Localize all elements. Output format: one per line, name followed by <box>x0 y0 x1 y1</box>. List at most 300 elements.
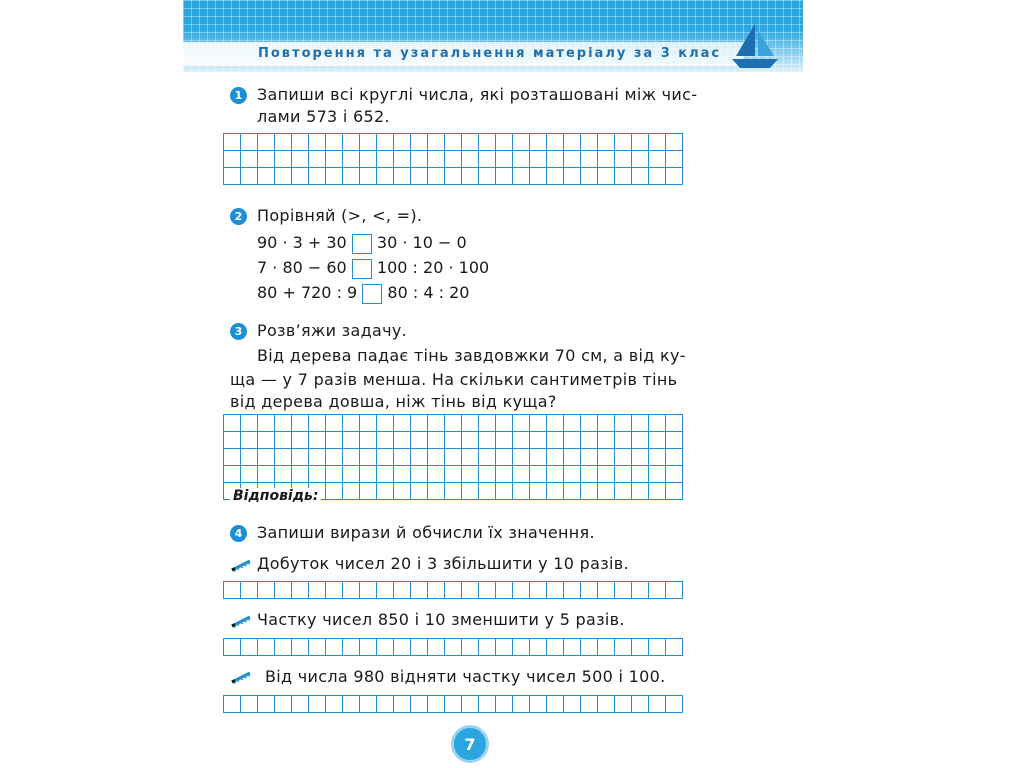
grid-cell[interactable] <box>496 432 513 449</box>
grid-cell[interactable] <box>275 466 292 483</box>
grid-cell[interactable] <box>496 151 513 168</box>
grid-cell[interactable] <box>411 432 428 449</box>
grid-cell[interactable] <box>581 582 598 599</box>
grid-cell[interactable] <box>649 432 666 449</box>
grid-cell[interactable] <box>292 696 309 713</box>
grid-cell[interactable] <box>547 582 564 599</box>
grid-cell[interactable] <box>292 134 309 151</box>
grid-cell[interactable] <box>632 466 649 483</box>
answer-grid-task-4-item-2[interactable] <box>223 638 683 656</box>
grid-cell[interactable] <box>258 134 275 151</box>
grid-cell[interactable] <box>224 466 241 483</box>
grid-cell[interactable] <box>275 134 292 151</box>
grid-cell[interactable] <box>496 466 513 483</box>
grid-cell[interactable] <box>462 449 479 466</box>
grid-cell[interactable] <box>479 134 496 151</box>
grid-cell[interactable] <box>513 449 530 466</box>
grid-cell[interactable] <box>292 466 309 483</box>
grid-cell[interactable] <box>292 432 309 449</box>
grid-cell[interactable] <box>479 449 496 466</box>
grid-cell[interactable] <box>666 582 683 599</box>
grid-cell[interactable] <box>309 415 326 432</box>
grid-cell[interactable] <box>309 466 326 483</box>
grid-cell[interactable] <box>275 696 292 713</box>
grid-cell[interactable] <box>377 696 394 713</box>
grid-cell[interactable] <box>377 415 394 432</box>
grid-cell[interactable] <box>496 639 513 656</box>
grid-cell[interactable] <box>530 483 547 500</box>
grid-cell[interactable] <box>241 696 258 713</box>
grid-cell[interactable] <box>428 449 445 466</box>
grid-cell[interactable] <box>360 134 377 151</box>
grid-cell[interactable] <box>615 449 632 466</box>
grid-cell[interactable] <box>275 449 292 466</box>
grid-cell[interactable] <box>445 582 462 599</box>
grid-cell[interactable] <box>445 639 462 656</box>
grid-cell[interactable] <box>360 582 377 599</box>
grid-cell[interactable] <box>241 151 258 168</box>
grid-cell[interactable] <box>360 449 377 466</box>
grid-cell[interactable] <box>241 432 258 449</box>
grid-cell[interactable] <box>394 582 411 599</box>
grid-cell[interactable] <box>275 415 292 432</box>
grid-cell[interactable] <box>615 134 632 151</box>
answer-grid-task-4-item-3[interactable] <box>223 695 683 713</box>
grid-cell[interactable] <box>411 168 428 185</box>
grid-cell[interactable] <box>666 449 683 466</box>
grid-cell[interactable] <box>343 449 360 466</box>
grid-cell[interactable] <box>326 696 343 713</box>
grid-cell[interactable] <box>411 639 428 656</box>
grid-cell[interactable] <box>462 466 479 483</box>
grid-cell[interactable] <box>360 151 377 168</box>
grid-cell[interactable] <box>479 151 496 168</box>
grid-cell[interactable] <box>530 432 547 449</box>
grid-cell[interactable] <box>428 466 445 483</box>
grid-cell[interactable] <box>309 582 326 599</box>
grid-cell[interactable] <box>649 466 666 483</box>
grid-cell[interactable] <box>309 639 326 656</box>
grid-cell[interactable] <box>326 483 343 500</box>
grid-cell[interactable] <box>445 134 462 151</box>
grid-cell[interactable] <box>445 415 462 432</box>
grid-cell[interactable] <box>343 415 360 432</box>
grid-cell[interactable] <box>462 415 479 432</box>
grid-cell[interactable] <box>428 639 445 656</box>
grid-cell[interactable] <box>326 151 343 168</box>
grid-cell[interactable] <box>462 151 479 168</box>
grid-cell[interactable] <box>394 432 411 449</box>
grid-cell[interactable] <box>615 168 632 185</box>
grid-cell[interactable] <box>394 449 411 466</box>
grid-cell[interactable] <box>411 151 428 168</box>
grid-cell[interactable] <box>513 168 530 185</box>
grid-cell[interactable] <box>615 432 632 449</box>
grid-cell[interactable] <box>581 483 598 500</box>
grid-cell[interactable] <box>326 466 343 483</box>
grid-cell[interactable] <box>547 483 564 500</box>
grid-cell[interactable] <box>411 582 428 599</box>
grid-cell[interactable] <box>496 449 513 466</box>
grid-cell[interactable] <box>530 415 547 432</box>
grid-cell[interactable] <box>666 415 683 432</box>
grid-cell[interactable] <box>224 415 241 432</box>
grid-cell[interactable] <box>309 449 326 466</box>
grid-cell[interactable] <box>343 134 360 151</box>
compare-sign-box[interactable] <box>362 284 382 304</box>
grid-cell[interactable] <box>445 432 462 449</box>
grid-cell[interactable] <box>632 696 649 713</box>
grid-cell[interactable] <box>445 466 462 483</box>
grid-cell[interactable] <box>394 483 411 500</box>
grid-cell[interactable] <box>598 432 615 449</box>
grid-cell[interactable] <box>343 466 360 483</box>
grid-cell[interactable] <box>547 134 564 151</box>
grid-cell[interactable] <box>275 151 292 168</box>
grid-cell[interactable] <box>632 449 649 466</box>
grid-cell[interactable] <box>513 696 530 713</box>
grid-cell[interactable] <box>411 134 428 151</box>
grid-cell[interactable] <box>224 168 241 185</box>
grid-cell[interactable] <box>666 483 683 500</box>
grid-cell[interactable] <box>411 466 428 483</box>
grid-cell[interactable] <box>343 432 360 449</box>
grid-cell[interactable] <box>224 582 241 599</box>
grid-cell[interactable] <box>564 483 581 500</box>
grid-cell[interactable] <box>394 151 411 168</box>
grid-cell[interactable] <box>598 449 615 466</box>
grid-cell[interactable] <box>224 696 241 713</box>
grid-cell[interactable] <box>241 449 258 466</box>
grid-cell[interactable] <box>258 466 275 483</box>
grid-cell[interactable] <box>564 151 581 168</box>
grid-cell[interactable] <box>292 151 309 168</box>
grid-cell[interactable] <box>360 466 377 483</box>
grid-cell[interactable] <box>581 134 598 151</box>
grid-cell[interactable] <box>258 151 275 168</box>
grid-cell[interactable] <box>258 432 275 449</box>
grid-cell[interactable] <box>530 449 547 466</box>
grid-cell[interactable] <box>343 582 360 599</box>
grid-cell[interactable] <box>241 134 258 151</box>
grid-cell[interactable] <box>241 582 258 599</box>
grid-cell[interactable] <box>479 582 496 599</box>
grid-cell[interactable] <box>496 168 513 185</box>
grid-cell[interactable] <box>649 415 666 432</box>
grid-cell[interactable] <box>377 449 394 466</box>
grid-cell[interactable] <box>496 582 513 599</box>
grid-cell[interactable] <box>564 415 581 432</box>
compare-sign-box[interactable] <box>352 234 372 254</box>
grid-cell[interactable] <box>360 483 377 500</box>
grid-cell[interactable] <box>258 449 275 466</box>
grid-cell[interactable] <box>377 582 394 599</box>
grid-cell[interactable] <box>530 151 547 168</box>
grid-cell[interactable] <box>275 432 292 449</box>
grid-cell[interactable] <box>394 168 411 185</box>
grid-cell[interactable] <box>428 134 445 151</box>
grid-cell[interactable] <box>598 639 615 656</box>
grid-cell[interactable] <box>530 582 547 599</box>
grid-cell[interactable] <box>377 151 394 168</box>
grid-cell[interactable] <box>445 151 462 168</box>
grid-cell[interactable] <box>326 432 343 449</box>
grid-cell[interactable] <box>479 432 496 449</box>
grid-cell[interactable] <box>615 639 632 656</box>
grid-cell[interactable] <box>666 168 683 185</box>
grid-cell[interactable] <box>309 151 326 168</box>
grid-cell[interactable] <box>615 483 632 500</box>
grid-cell[interactable] <box>666 466 683 483</box>
grid-cell[interactable] <box>496 696 513 713</box>
grid-cell[interactable] <box>275 582 292 599</box>
grid-cell[interactable] <box>428 151 445 168</box>
grid-cell[interactable] <box>428 582 445 599</box>
grid-cell[interactable] <box>649 483 666 500</box>
grid-cell[interactable] <box>377 466 394 483</box>
grid-cell[interactable] <box>343 696 360 713</box>
grid-cell[interactable] <box>258 582 275 599</box>
grid-cell[interactable] <box>326 582 343 599</box>
grid-cell[interactable] <box>224 639 241 656</box>
grid-cell[interactable] <box>462 483 479 500</box>
grid-cell[interactable] <box>649 134 666 151</box>
grid-cell[interactable] <box>649 168 666 185</box>
grid-cell[interactable] <box>411 449 428 466</box>
grid-cell[interactable] <box>462 134 479 151</box>
grid-cell[interactable] <box>360 415 377 432</box>
grid-cell[interactable] <box>309 168 326 185</box>
grid-cell[interactable] <box>309 134 326 151</box>
grid-cell[interactable] <box>530 134 547 151</box>
grid-cell[interactable] <box>241 639 258 656</box>
grid-cell[interactable] <box>275 639 292 656</box>
grid-cell[interactable] <box>632 134 649 151</box>
grid-cell[interactable] <box>564 696 581 713</box>
grid-cell[interactable] <box>326 449 343 466</box>
task-3-text-line2: ща — у 7 разів менша. На скільки сантиметрів тінь <box>230 370 678 389</box>
grid-cell[interactable] <box>581 415 598 432</box>
grid-cell[interactable] <box>615 151 632 168</box>
grid-cell[interactable] <box>326 134 343 151</box>
grid-cell[interactable] <box>411 696 428 713</box>
grid-cell[interactable] <box>564 134 581 151</box>
grid-cell[interactable] <box>581 168 598 185</box>
grid-cell[interactable] <box>598 415 615 432</box>
grid-cell[interactable] <box>666 639 683 656</box>
grid-cell[interactable] <box>462 582 479 599</box>
grid-cell[interactable] <box>326 415 343 432</box>
grid-cell[interactable] <box>428 483 445 500</box>
grid-cell[interactable] <box>479 639 496 656</box>
grid-cell[interactable] <box>258 415 275 432</box>
grid-cell[interactable] <box>615 696 632 713</box>
grid-cell[interactable] <box>513 134 530 151</box>
grid-cell[interactable] <box>530 466 547 483</box>
grid-cell[interactable] <box>513 582 530 599</box>
grid-cell[interactable] <box>513 483 530 500</box>
grid-cell[interactable] <box>547 432 564 449</box>
grid-cell[interactable] <box>224 151 241 168</box>
grid-cell[interactable] <box>581 449 598 466</box>
grid-cell[interactable] <box>632 582 649 599</box>
grid-cell[interactable] <box>326 639 343 656</box>
grid-cell[interactable] <box>326 168 343 185</box>
grid-cell[interactable] <box>292 449 309 466</box>
grid-cell[interactable] <box>649 639 666 656</box>
grid-cell[interactable] <box>224 449 241 466</box>
grid-cell[interactable] <box>598 483 615 500</box>
grid-cell[interactable] <box>547 449 564 466</box>
grid-cell[interactable] <box>547 151 564 168</box>
grid-cell[interactable] <box>224 432 241 449</box>
grid-cell[interactable] <box>343 151 360 168</box>
grid-cell[interactable] <box>564 582 581 599</box>
grid-cell[interactable] <box>428 432 445 449</box>
grid-cell[interactable] <box>564 432 581 449</box>
grid-cell[interactable] <box>530 696 547 713</box>
grid-cell[interactable] <box>479 415 496 432</box>
grid-cell[interactable] <box>666 696 683 713</box>
grid-cell[interactable] <box>547 466 564 483</box>
grid-cell[interactable] <box>275 168 292 185</box>
grid-cell[interactable] <box>394 134 411 151</box>
grid-cell[interactable] <box>581 639 598 656</box>
grid-cell[interactable] <box>632 483 649 500</box>
grid-cell[interactable] <box>547 696 564 713</box>
grid-cell[interactable] <box>377 134 394 151</box>
grid-cell[interactable] <box>666 432 683 449</box>
grid-cell[interactable] <box>581 151 598 168</box>
grid-cell[interactable] <box>258 168 275 185</box>
grid-cell[interactable] <box>309 432 326 449</box>
grid-cell[interactable] <box>462 696 479 713</box>
grid-cell[interactable] <box>292 582 309 599</box>
grid-cell[interactable] <box>649 582 666 599</box>
grid-cell[interactable] <box>666 151 683 168</box>
grid-cell[interactable] <box>632 168 649 185</box>
grid-cell[interactable] <box>462 168 479 185</box>
grid-cell[interactable] <box>445 696 462 713</box>
answer-grid-task-1[interactable] <box>223 133 683 185</box>
grid-cell[interactable] <box>241 415 258 432</box>
grid-cell[interactable] <box>547 415 564 432</box>
grid-cell[interactable] <box>343 483 360 500</box>
grid-cell[interactable] <box>598 168 615 185</box>
grid-cell[interactable] <box>581 466 598 483</box>
grid-cell[interactable] <box>581 432 598 449</box>
answer-grid-task-4-item-1[interactable] <box>223 581 683 599</box>
grid-cell[interactable] <box>377 639 394 656</box>
grid-cell[interactable] <box>377 168 394 185</box>
grid-cell[interactable] <box>513 432 530 449</box>
grid-cell[interactable] <box>564 639 581 656</box>
grid-cell[interactable] <box>615 582 632 599</box>
grid-cell[interactable] <box>666 134 683 151</box>
grid-cell[interactable] <box>360 432 377 449</box>
grid-cell[interactable] <box>445 168 462 185</box>
grid-cell[interactable] <box>462 639 479 656</box>
grid-cell[interactable] <box>445 483 462 500</box>
grid-cell[interactable] <box>360 696 377 713</box>
grid-cell[interactable] <box>224 134 241 151</box>
grid-cell[interactable] <box>530 639 547 656</box>
grid-cell[interactable] <box>564 466 581 483</box>
grid-cell[interactable] <box>649 151 666 168</box>
grid-cell[interactable] <box>241 466 258 483</box>
grid-cell[interactable] <box>309 696 326 713</box>
grid-cell[interactable] <box>428 696 445 713</box>
grid-cell[interactable] <box>394 415 411 432</box>
grid-cell[interactable] <box>428 415 445 432</box>
grid-cell[interactable] <box>479 483 496 500</box>
grid-cell[interactable] <box>292 639 309 656</box>
grid-cell[interactable] <box>513 415 530 432</box>
grid-cell[interactable] <box>496 483 513 500</box>
grid-cell[interactable] <box>343 639 360 656</box>
grid-cell[interactable] <box>377 432 394 449</box>
grid-cell[interactable] <box>241 168 258 185</box>
grid-cell[interactable] <box>598 134 615 151</box>
grid-cell[interactable] <box>513 466 530 483</box>
grid-cell[interactable] <box>632 415 649 432</box>
grid-cell[interactable] <box>547 168 564 185</box>
grid-cell[interactable] <box>445 449 462 466</box>
grid-cell[interactable] <box>411 483 428 500</box>
grid-cell[interactable] <box>598 696 615 713</box>
grid-cell[interactable] <box>632 151 649 168</box>
grid-cell[interactable] <box>479 696 496 713</box>
grid-cell[interactable] <box>343 168 360 185</box>
grid-cell[interactable] <box>496 415 513 432</box>
grid-cell[interactable] <box>377 483 394 500</box>
grid-cell[interactable] <box>598 466 615 483</box>
grid-cell[interactable] <box>496 134 513 151</box>
grid-cell[interactable] <box>513 151 530 168</box>
compare-sign-box[interactable] <box>352 259 372 279</box>
grid-cell[interactable] <box>394 466 411 483</box>
grid-cell[interactable] <box>649 696 666 713</box>
grid-cell[interactable] <box>513 639 530 656</box>
grid-cell[interactable] <box>564 449 581 466</box>
grid-cell[interactable] <box>258 696 275 713</box>
grid-cell[interactable] <box>292 415 309 432</box>
grid-cell[interactable] <box>632 432 649 449</box>
page-number-badge: 7 <box>451 725 489 763</box>
grid-cell[interactable] <box>394 639 411 656</box>
grid-cell[interactable] <box>649 449 666 466</box>
grid-cell[interactable] <box>411 415 428 432</box>
grid-cell[interactable] <box>479 466 496 483</box>
grid-cell[interactable] <box>615 415 632 432</box>
grid-cell[interactable] <box>462 432 479 449</box>
grid-cell[interactable] <box>479 168 496 185</box>
grid-cell[interactable] <box>428 168 445 185</box>
grid-cell[interactable] <box>581 696 598 713</box>
grid-cell[interactable] <box>394 696 411 713</box>
grid-cell[interactable] <box>292 168 309 185</box>
grid-cell[interactable] <box>360 168 377 185</box>
grid-cell[interactable] <box>360 639 377 656</box>
grid-cell[interactable] <box>564 168 581 185</box>
grid-cell[interactable] <box>258 639 275 656</box>
grid-cell[interactable] <box>547 639 564 656</box>
grid-cell[interactable] <box>632 639 649 656</box>
grid-cell[interactable] <box>598 151 615 168</box>
grid-cell[interactable] <box>530 168 547 185</box>
grid-cell[interactable] <box>615 466 632 483</box>
grid-cell[interactable] <box>598 582 615 599</box>
